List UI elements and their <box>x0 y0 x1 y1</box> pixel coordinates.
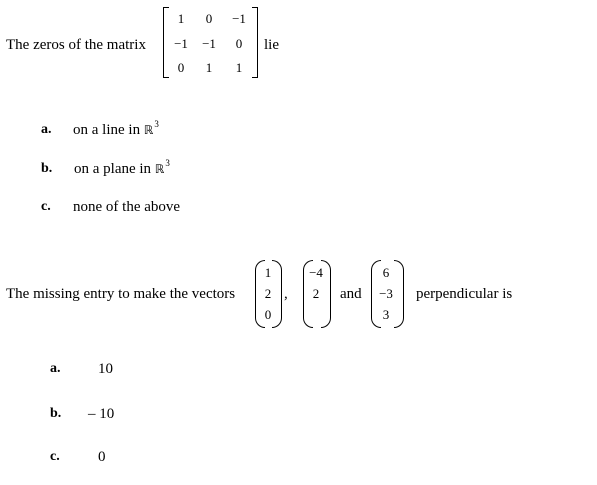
vector-entry: −3 <box>379 286 393 301</box>
option-label: a. <box>50 361 61 376</box>
vector-entry: 6 <box>382 265 390 280</box>
vector-right-paren <box>272 260 282 328</box>
matrix-cell: −1 <box>232 11 246 26</box>
matrix-cell: 1 <box>205 60 213 75</box>
vector-entry: 2 <box>312 286 320 301</box>
matrix-cell: 0 <box>235 36 243 51</box>
vector-entry: −4 <box>309 265 323 280</box>
option-text-wrap <box>74 160 170 179</box>
matrix-right-bracket <box>252 7 258 78</box>
vector-entry: 2 <box>264 286 272 301</box>
vector-entry: 3 <box>382 307 390 322</box>
real-space-symbol: ℝ <box>143 123 154 137</box>
matrix-left-bracket <box>163 7 169 78</box>
option-label: a. <box>41 122 52 137</box>
exponent: 3 <box>154 119 159 129</box>
matrix-cell: 0 <box>205 11 213 26</box>
option-text: on a line in <box>73 122 141 138</box>
option-text-wrap <box>73 121 159 140</box>
vector-right-paren <box>394 260 404 328</box>
question-2-suffix: perpendicular is <box>416 286 513 302</box>
option-label: b. <box>50 406 62 421</box>
matrix-cell: 1 <box>235 60 243 75</box>
and-text: and <box>340 286 362 302</box>
vector-entry: 1 <box>264 265 272 280</box>
question-1-suffix: lie <box>264 37 279 53</box>
vector-entry: 0 <box>264 307 272 322</box>
option-label: c. <box>50 449 60 464</box>
option-label: c. <box>41 199 51 214</box>
option-text: 0 <box>98 449 106 465</box>
question-2-prefix: The missing entry to make the vectors <box>6 286 236 302</box>
question-1-prefix: The zeros of the matrix <box>6 37 146 53</box>
vector-right-paren <box>321 260 331 328</box>
option-text: – 10 <box>88 406 115 422</box>
matrix-cell: 0 <box>177 60 185 75</box>
matrix-cell: −1 <box>174 36 188 51</box>
comma: , <box>284 286 288 302</box>
option-label: b. <box>41 161 53 176</box>
real-space-symbol: ℝ <box>154 162 165 176</box>
exponent: 3 <box>165 158 170 168</box>
option-text: none of the above <box>73 199 181 215</box>
matrix-cell: −1 <box>202 36 216 51</box>
option-text: on a plane in <box>74 161 152 177</box>
matrix-cell: 1 <box>177 11 185 26</box>
option-text: 10 <box>98 361 113 377</box>
